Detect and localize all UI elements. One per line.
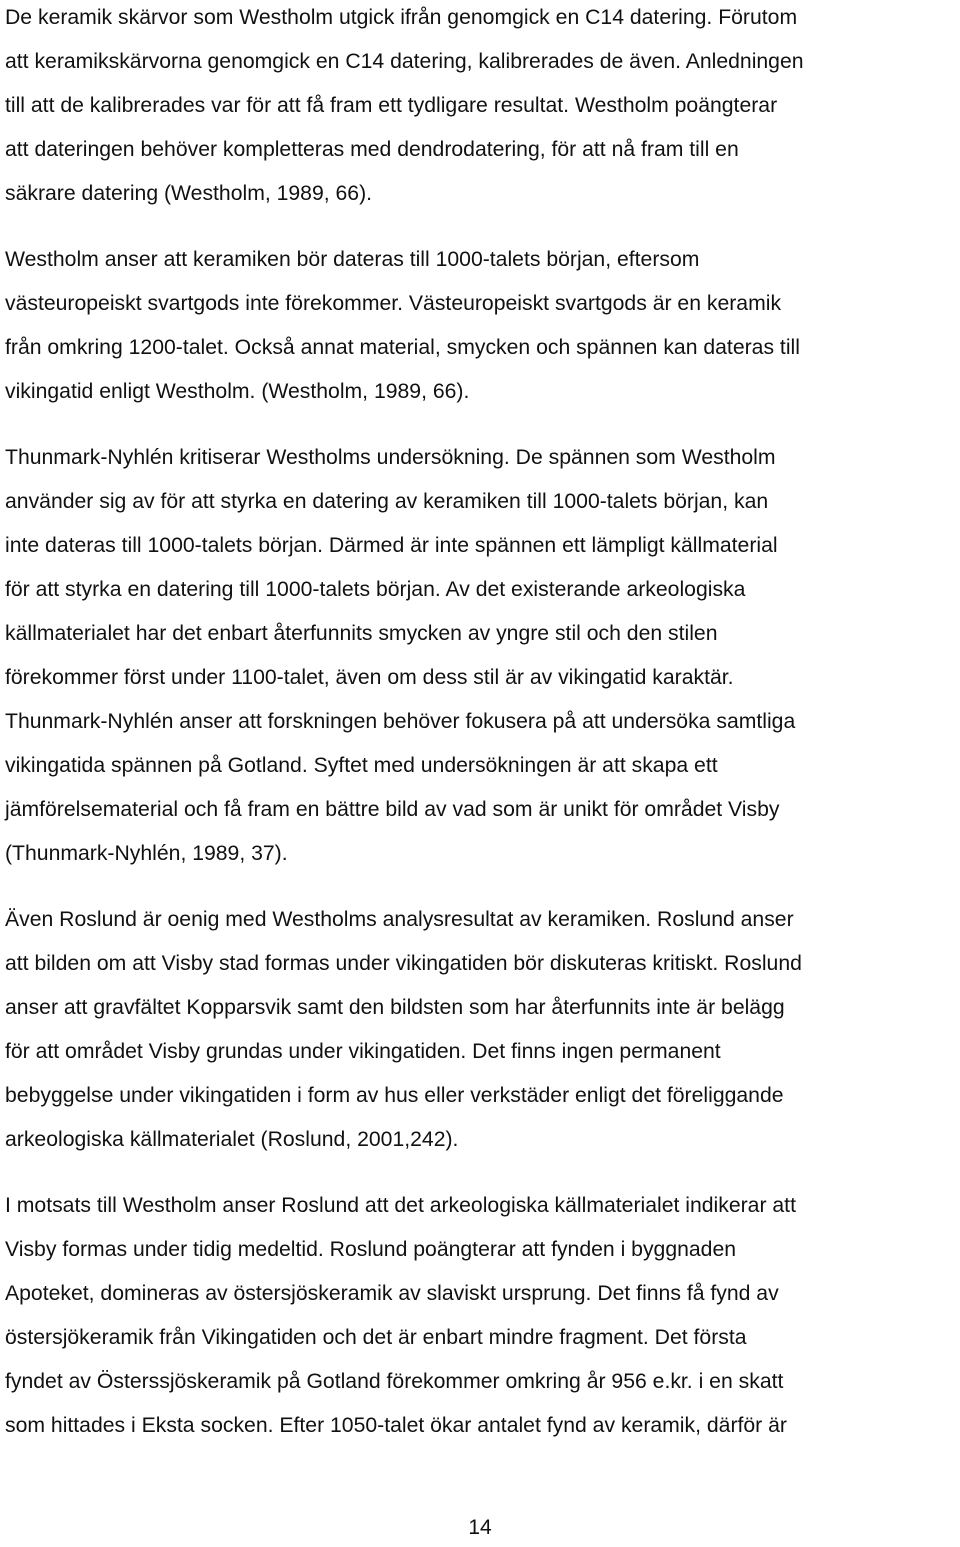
- paragraph-1: [5, 0, 955, 216]
- text-line: östersjökeramik från Vikingatiden och det är enbart mindre fragment. Det första: [5, 1326, 747, 1349]
- text-line: (Thunmark-Nyhlén, 1989, 37).: [5, 842, 288, 865]
- text-line: säkrare datering (Westholm, 1989, 66).: [5, 182, 373, 205]
- text-line: att bilden om att Visby stad formas under vikingatiden bör diskuteras kritiskt. Roslund: [5, 952, 802, 975]
- text-line: vikingatid enligt Westholm. (Westholm, 1989, 66).: [5, 380, 470, 403]
- body-text: [5, 0, 955, 1448]
- text-line: Visby formas under tidig medeltid. Roslund poängterar att fynden i byggnaden: [5, 1238, 737, 1261]
- text-line: anser att gravfältet Kopparsvik samt den bildsten som har återfunnits inte är belägg: [5, 996, 785, 1019]
- text-line: vikingatida spännen på Gotland. Syftet med undersökningen är att skapa ett: [5, 754, 718, 777]
- text-line: som hittades i Eksta socken. Efter 1050-talet ökar antalet fynd av keramik, därför är: [5, 1414, 787, 1437]
- text-line: I motsats till Westholm anser Roslund att det arkeologiska källmaterialet indikerar att: [5, 1194, 796, 1217]
- text-line: fyndet av Österssjöskeramik på Gotland förekommer omkring år 956 e.kr. i en skatt: [5, 1370, 784, 1393]
- text-line: Apoteket, domineras av östersjöskeramik av slaviskt ursprung. Det finns få fynd av: [5, 1282, 779, 1305]
- text-line: bebyggelse under vikingatiden i form av hus eller verkstäder enligt det föreliggande: [5, 1084, 784, 1107]
- text-line: jämförelsematerial och få fram en bättre bild av vad som är unikt för området Visby: [5, 798, 780, 821]
- paragraph-3: [5, 436, 955, 876]
- text-line: förekommer först under 1100-talet, även om dess stil är av vikingatid karaktär.: [5, 666, 734, 689]
- text-line: för att styrka en datering till 1000-talets början. Av det existerande arkeologiska: [5, 578, 746, 601]
- text-line: källmaterialet har det enbart återfunnits smycken av yngre stil och den stilen: [5, 622, 718, 645]
- text-line: Även Roslund är oenig med Westholms analysresultat av keramiken. Roslund anser: [5, 908, 794, 931]
- text-line: använder sig av för att styrka en datering av keramiken till 1000-talets början, kan: [5, 490, 769, 513]
- text-line: västeuropeiskt svartgods inte förekommer. Västeuropeiskt svartgods är en keramik: [5, 292, 782, 315]
- text-line: från omkring 1200-talet. Också annat material, smycken och spännen kan dateras till: [5, 336, 800, 359]
- text-line: inte dateras till 1000-talets början. Därmed är inte spännen ett lämpligt källmaterial: [5, 534, 778, 557]
- paragraph-5: [5, 1184, 955, 1448]
- text-line: De keramik skärvor som Westholm utgick ifrån genomgick en C14 datering. Förutom: [5, 6, 798, 29]
- text-line: Thunmark-Nyhlén anser att forskningen behöver fokusera på att undersöka samtliga: [5, 710, 796, 733]
- text-line: arkeologiska källmaterialet (Roslund, 2001,242).: [5, 1128, 459, 1151]
- text-line: till att de kalibrerades var för att få fram ett tydligare resultat. Westholm poängterar: [5, 94, 778, 117]
- paragraph-4: [5, 898, 955, 1162]
- text-line: Thunmark-Nyhlén kritiserar Westholms undersökning. De spännen som Westholm: [5, 446, 776, 469]
- paragraph-2: [5, 238, 955, 414]
- text-line: att dateringen behöver kompletteras med dendrodatering, för att nå fram till en: [5, 138, 739, 161]
- text-line: för att området Visby grundas under vikingatiden. Det finns ingen permanent: [5, 1040, 721, 1063]
- text-line: Westholm anser att keramiken bör dateras till 1000-talets början, eftersom: [5, 248, 700, 271]
- text-line: att keramikskärvorna genomgick en C14 datering, kalibrerades de även. Anledningen: [5, 50, 804, 73]
- page-number: 14: [468, 1516, 492, 1539]
